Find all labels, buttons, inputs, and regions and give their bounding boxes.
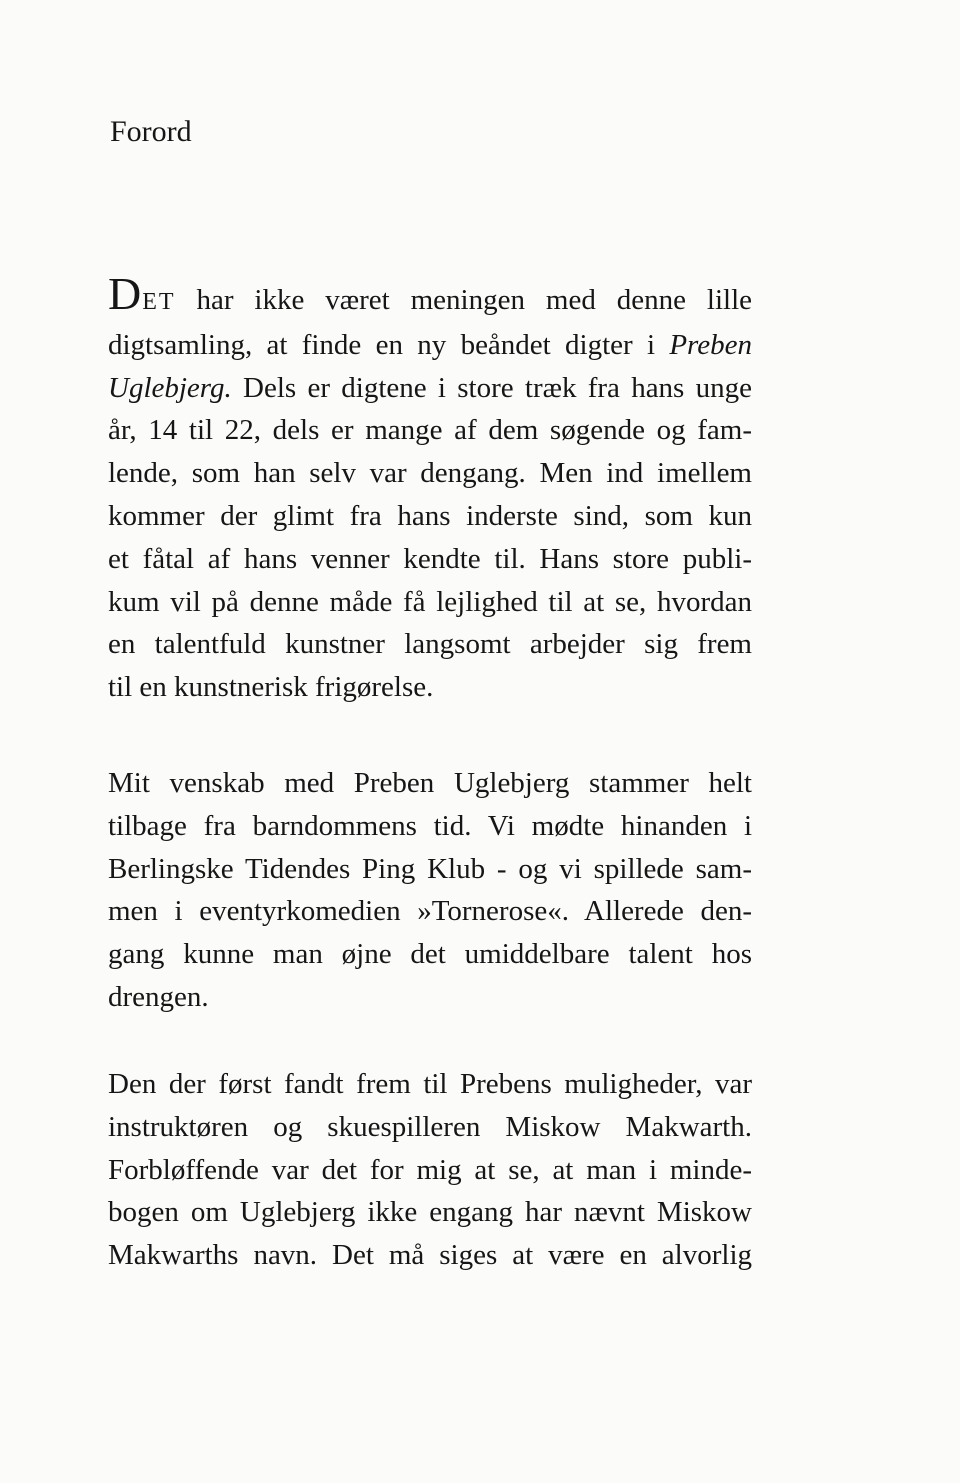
small-caps-lead: ET (142, 289, 176, 315)
paragraph-2 (108, 762, 752, 1019)
paragraph-line: gang kunne man øjne det umiddelbare talent hos (108, 938, 752, 971)
paragraph-line: Makwarths navn. Det må siges at være en alvorlig (108, 1239, 752, 1272)
paragraph-line: Berlingske Tidendes Ping Klub - og vi spillede sam- (108, 852, 752, 885)
paragraph-line: lende, som han selv var dengang. Men ind imellem (108, 457, 752, 490)
italic-name: Uglebjerg. (108, 371, 232, 404)
drop-cap: D (108, 279, 143, 319)
line-text: Dels er digtene i store træk fra hans unge (231, 371, 752, 404)
paragraph-line (108, 279, 752, 324)
paragraph-line: tilbage fra barndommens tid. Vi mødte hinanden i (108, 809, 752, 842)
paragraph-3 (108, 1063, 752, 1277)
paragraph-line: men i eventyrkomedien »Tornerose«. Allerede den- (108, 895, 752, 928)
line-text: digtsamling, at finde en ny beåndet digter i (108, 328, 656, 361)
page-heading: Forord (110, 115, 192, 148)
paragraph-line: Forbløffende var det for mig at se, at man i minde- (108, 1153, 752, 1186)
paragraph-line: drengen. (108, 980, 209, 1013)
paragraph-line: år, 14 til 22, dels er mange af dem søgende og fam- (108, 414, 752, 447)
line-text: har ikke været meningen med denne lille (175, 284, 752, 316)
paragraph-line: en talentfuld kunstner langsomt arbejder sig frem (108, 628, 752, 661)
paragraph-line: til en kunstnerisk frigørelse. (108, 671, 434, 704)
paragraph-line: Mit venskab med Preben Uglebjerg stammer helt (108, 767, 752, 799)
paragraph-1 (108, 279, 752, 709)
paragraph-line (108, 367, 752, 410)
paragraph-line (108, 324, 752, 367)
paragraph-line: Den der først fandt frem til Prebens muligheder, var (108, 1068, 752, 1100)
paragraph-line: instruktøren og skuespilleren Miskow Makwarth. (108, 1110, 752, 1143)
paragraph-line: kum vil på denne måde få lejlighed til at se, hvordan (108, 585, 752, 618)
paragraph-line: kommer der glimt fra hans inderste sind, som kun (108, 499, 752, 532)
italic-name: Preben (669, 328, 752, 361)
paragraph-line: et fåtal af hans venner kendte til. Hans store publi- (108, 542, 752, 575)
paragraph-line: bogen om Uglebjerg ikke engang har nævnt Miskow (108, 1196, 752, 1229)
